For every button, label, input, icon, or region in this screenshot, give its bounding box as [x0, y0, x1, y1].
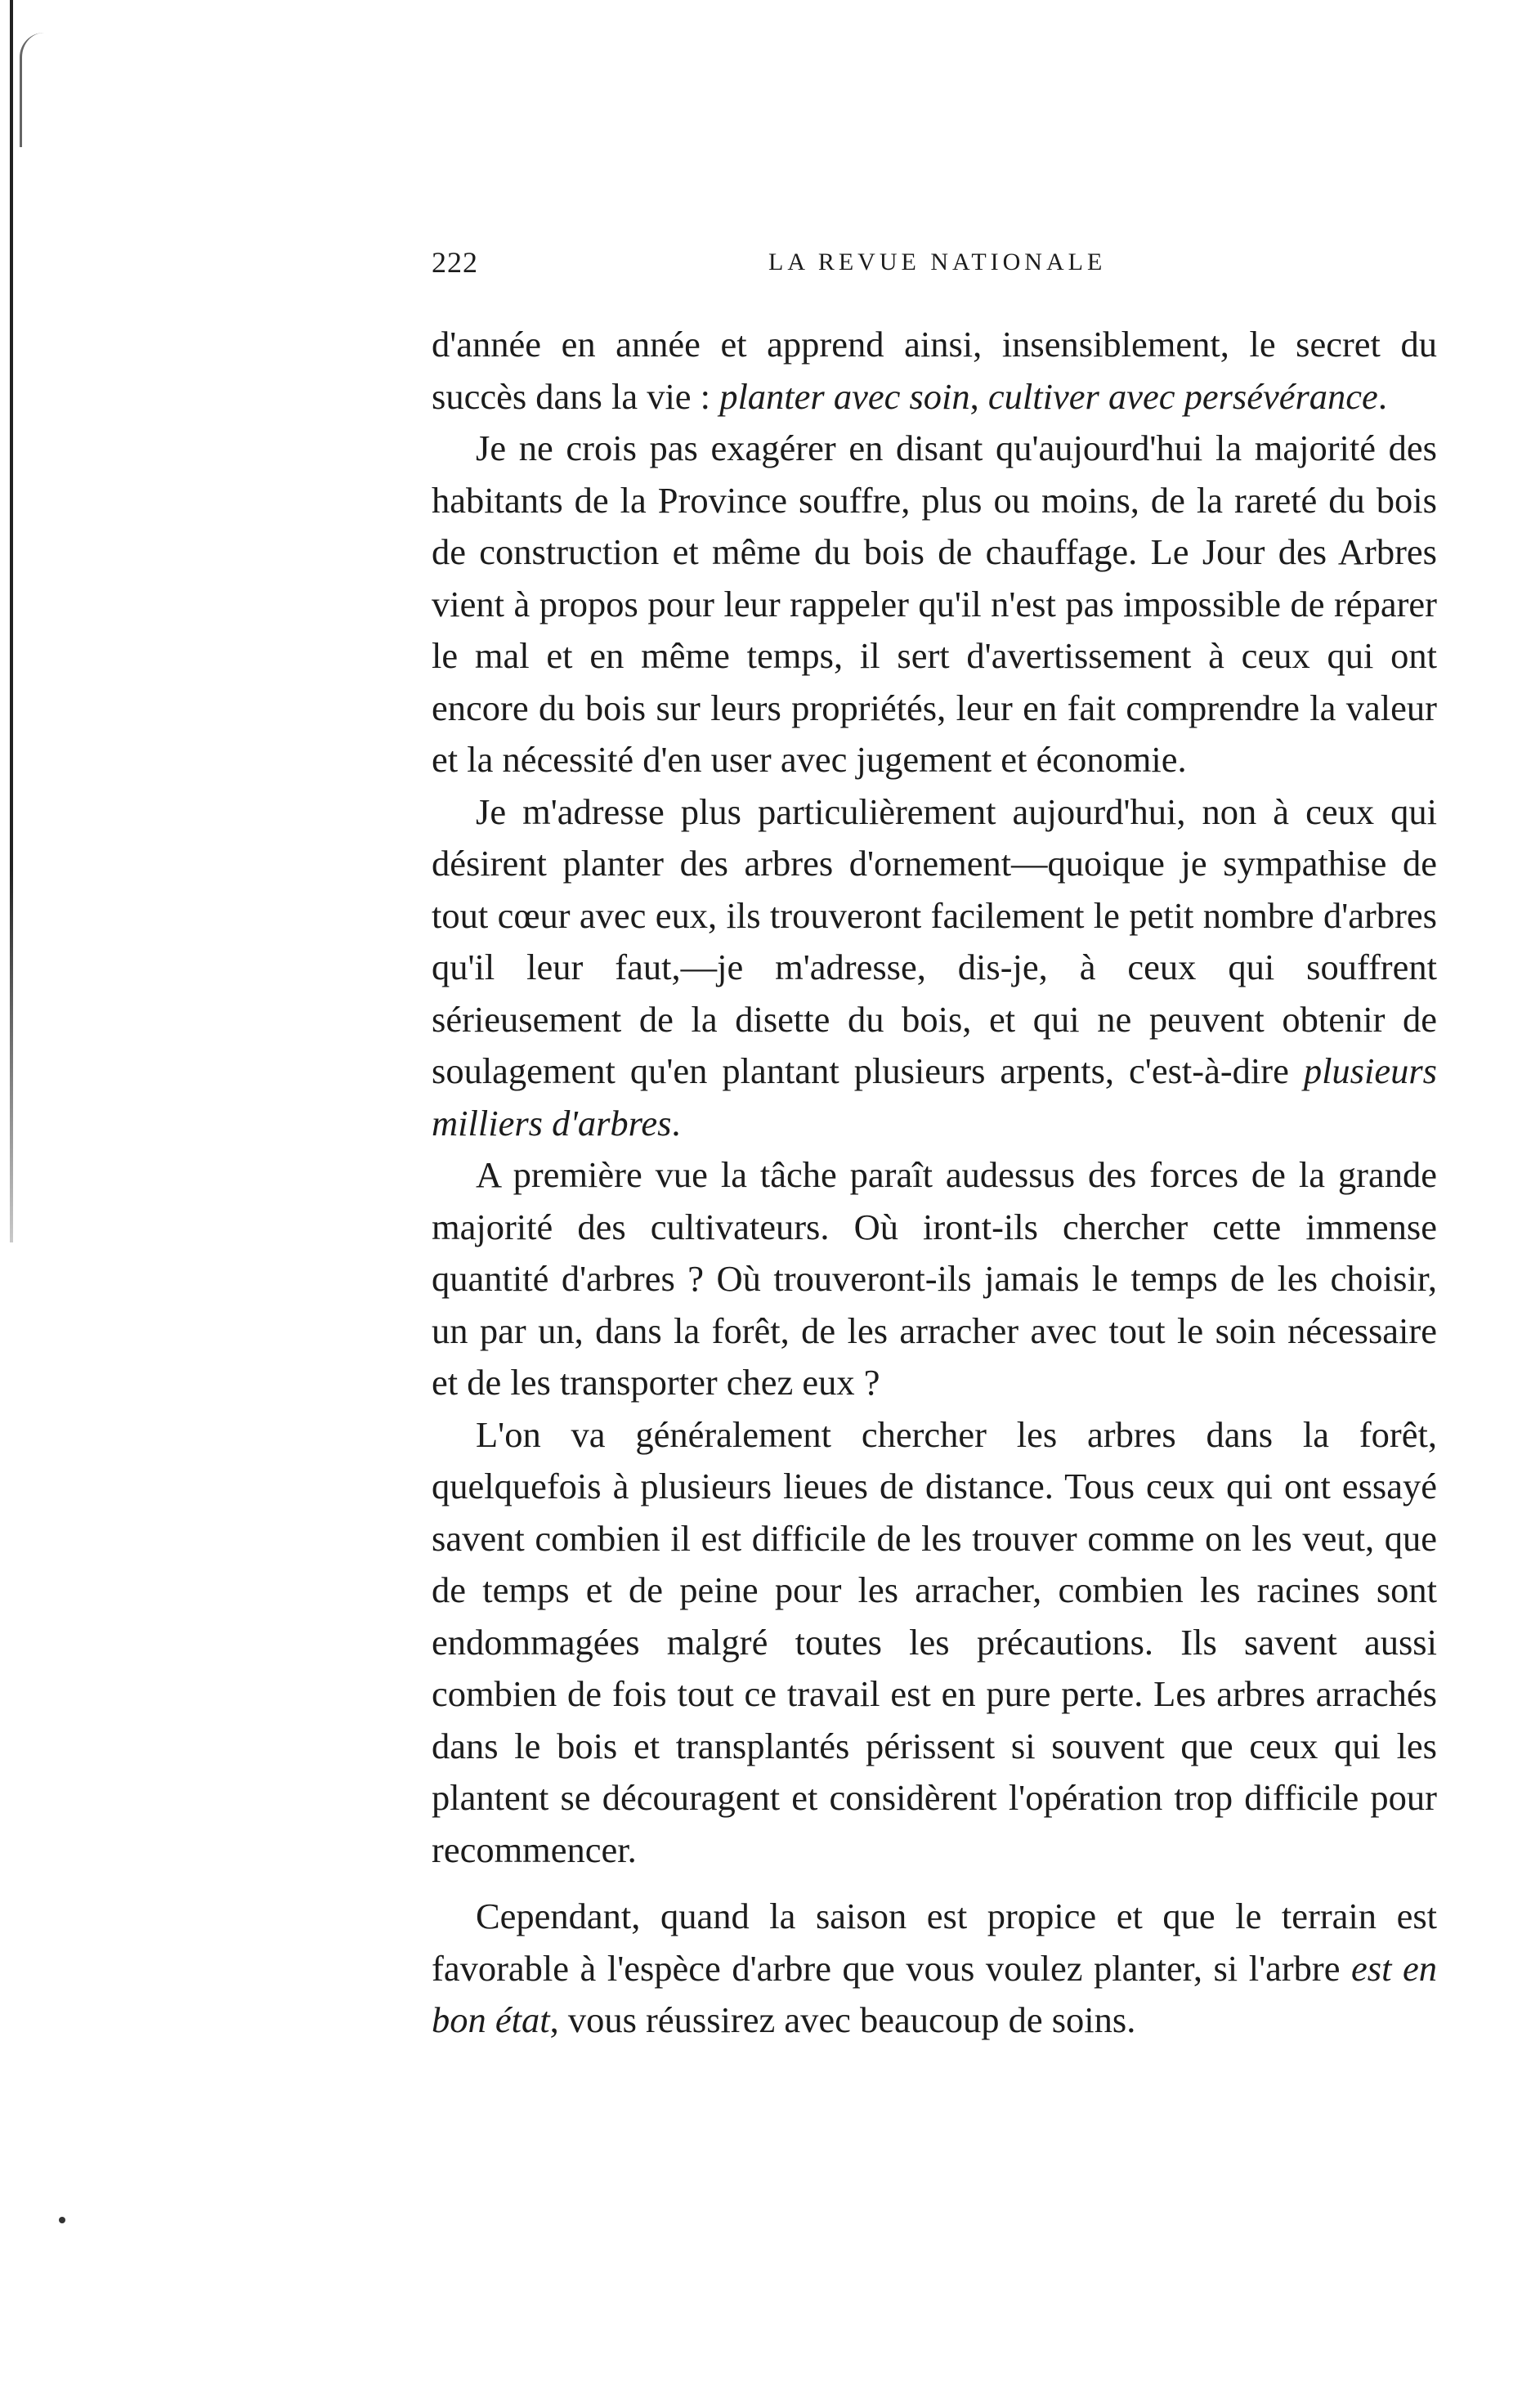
body-text [432, 319, 1437, 2047]
paragraph: A première vue la tâche paraît audessus des forces de la grande majorité des cultivateurs. Où iront-ils chercher cette immense quantité d'arbres ? Où trouveront-ils jamais le temps de les choisir, un par un, dans la forêt, de les arracher avec tout le soin nécessaire et de les transporter chez eux ? [432, 1154, 1437, 1403]
paragraph-continuation [432, 319, 1437, 423]
binding-edge-mark [20, 33, 47, 147]
paragraph: Je ne crois pas exagérer en disant qu'aujourd'hui la majorité des habitants de la Province souffre, plus ou moins, de la rareté du bois de construction et même du bois de chauffage. Le Jour des Arbres vient à propos pour leur rappeler qu'il n'est pas impossible de réparer le mal et en même temps, il sert d'avertissement à ceux qui ont encore du bois sur leurs propriétés, leur en fait comprendre la valeur et la nécessité d'en user avec jugement et économie. [432, 428, 1437, 780]
journal-title: LA REVUE NATIONALE [768, 248, 1107, 275]
paragraph-end: . [1377, 375, 1387, 417]
paragraph-end: . [671, 1102, 681, 1144]
paragraph: L'on va généralement chercher les arbres dans la forêt, quelquefois à plusieurs lieues de distance. Tous ceux qui ont essayé savent combien il est difficile de les trouver comme on les veut, que de temps et de peine pour les arracher, combien les racines sont endommagées malgré toutes les précautions. Ils savent aussi combien de fois tout ce travail est en pure perte. Les arbres arrachés dans le bois et transplantés périssent si souvent que ceux qui les plantent se découragent et considèrent l'opération trop difficile pour recommencer. [432, 1413, 1437, 1870]
binding-edge-line [10, 0, 13, 1242]
paragraph-text: Cependant, quand la saison est propice et que le terrain est favorable à l'espèce d'arbre que vous voulez planter, si l'arbre [432, 1896, 1437, 1989]
paragraph-end: , vous réussirez avec beaucoup de soins. [549, 1999, 1136, 2040]
running-head [432, 245, 1437, 286]
stray-ink-dot [59, 2217, 65, 2223]
emphasis-text: planter avec soin [719, 375, 970, 417]
emphasis-text: cultiver avec persévérance [987, 375, 1378, 417]
emphasis-text: est en bon état [432, 1947, 1438, 2040]
paragraph-text: d'année en année et apprend ainsi, insensiblement, le secret du succès dans la vie : [432, 324, 1437, 417]
paragraph [432, 1891, 1437, 2047]
paragraph-text: Je m'adresse plus particulièrement aujourd'hui, non à ceux qui désirent planter des arbres d'ornement—quoique je sympathise de tout cœur avec eux, ils trouveront facilement le petit nombre d'arbres qu'il leur faut,—je m'adresse, dis-je, à ceux qui souffrent sérieusement de la disette du bois, et qui ne peuvent obtenir de soulagement qu'en plantant plusieurs arpents, c'est-à-dire [432, 790, 1437, 1091]
page-number: 222 [432, 246, 478, 279]
paragraph [432, 786, 1437, 1150]
emphasis-text: plusieurs milliers d'arbres [432, 1050, 1437, 1144]
separator-text: , [969, 375, 988, 417]
